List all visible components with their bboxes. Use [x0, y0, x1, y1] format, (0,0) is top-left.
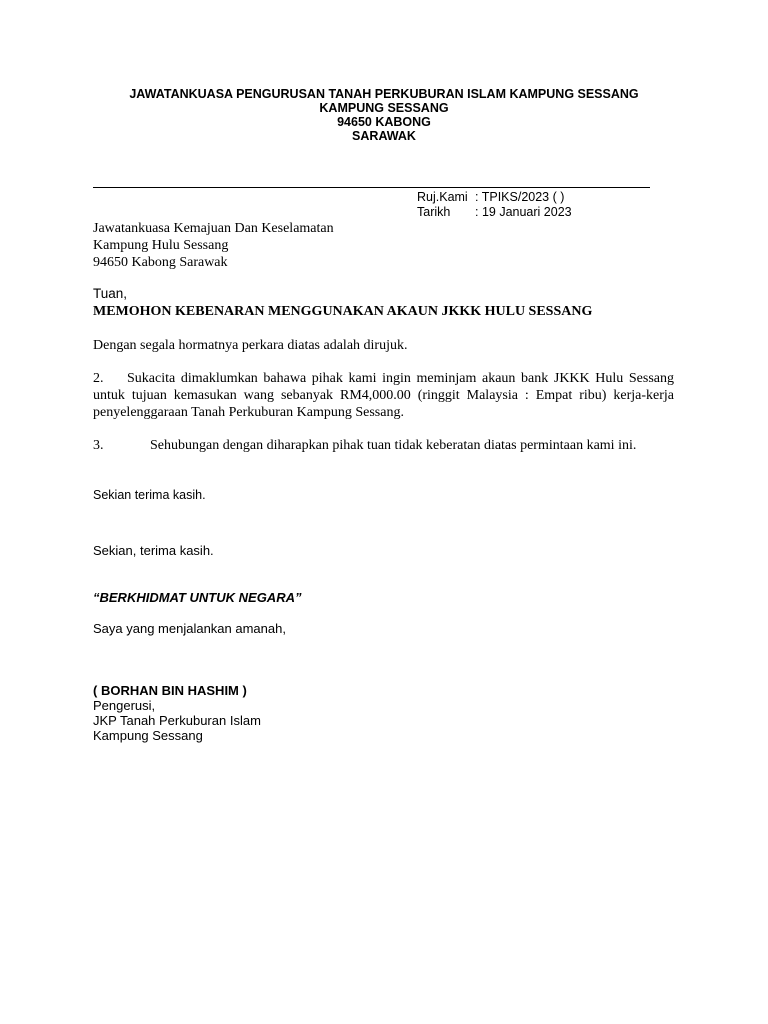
letter-subject: MEMOHON KEBENARAN MENGGUNAKAN AKAUN JKKK HULU SESSANG	[93, 304, 593, 319]
letterhead-village: KAMPUNG SESSANG	[319, 101, 449, 115]
signature-block	[93, 683, 261, 743]
signatory-org: JKP Tanah Perkuburan Islam	[93, 713, 261, 728]
recipient-line: Kampung Hulu Sessang	[93, 238, 229, 253]
header-divider	[93, 187, 650, 188]
closing-amanah: Saya yang menjalankan amanah,	[93, 621, 286, 636]
paragraph-text: Sehubungan dengan diharapkan pihak tuan tidak keberatan diatas permintaan kami ini.	[150, 438, 637, 453]
date-value: : 19 Januari 2023	[475, 205, 572, 219]
paragraph-3	[93, 437, 674, 454]
letterhead-postcode: 94650 KABONG	[337, 115, 431, 129]
paragraph-number: 3.	[93, 438, 104, 453]
recipient-line: 94650 Kabong Sarawak	[93, 255, 228, 270]
letterhead	[0, 87, 768, 143]
closing-thanks: Sekian terima kasih.	[93, 488, 206, 502]
letterhead-state: SARAWAK	[352, 129, 416, 143]
salutation: Tuan,	[93, 286, 128, 301]
signatory-title: Pengerusi,	[93, 698, 156, 713]
signatory-name: ( BORHAN BIN HASHIM )	[93, 683, 247, 698]
ref-value: : TPIKS/2023 ( )	[475, 190, 565, 204]
paragraph-text: Sukacita dimaklumkan bahawa pihak kami ingin meminjam akaun bank JKKK Hulu Sessang untuk tujuan kemasukan wang sebanyak RM4,000.00 (ringgit Malaysia : Empat ribu) kerja-kerja penyelenggaraan Tanah Perkuburan Kampung Sessang.	[93, 371, 674, 420]
date-label: Tarikh	[417, 205, 451, 219]
signatory-org: Kampung Sessang	[93, 728, 203, 743]
paragraph-2	[93, 370, 674, 421]
recipient-line: Jawatankuasa Kemajuan Dan Keselamatan	[93, 221, 334, 236]
reference-block	[417, 190, 572, 220]
paragraph-intro: Dengan segala hormatnya perkara diatas adalah dirujuk.	[93, 338, 408, 353]
paragraph-number: 2.	[93, 371, 104, 386]
closing-thanks-2: Sekian, terima kasih.	[93, 543, 214, 558]
ref-label: Ruj.Kami	[417, 190, 468, 204]
letterhead-org: JAWATANKUASA PENGURUSAN TANAH PERKUBURAN ISLAM KAMPUNG SESSANG	[129, 87, 639, 101]
recipient-address	[93, 220, 334, 271]
motto: “BERKHIDMAT UNTUK NEGARA”	[93, 590, 302, 605]
